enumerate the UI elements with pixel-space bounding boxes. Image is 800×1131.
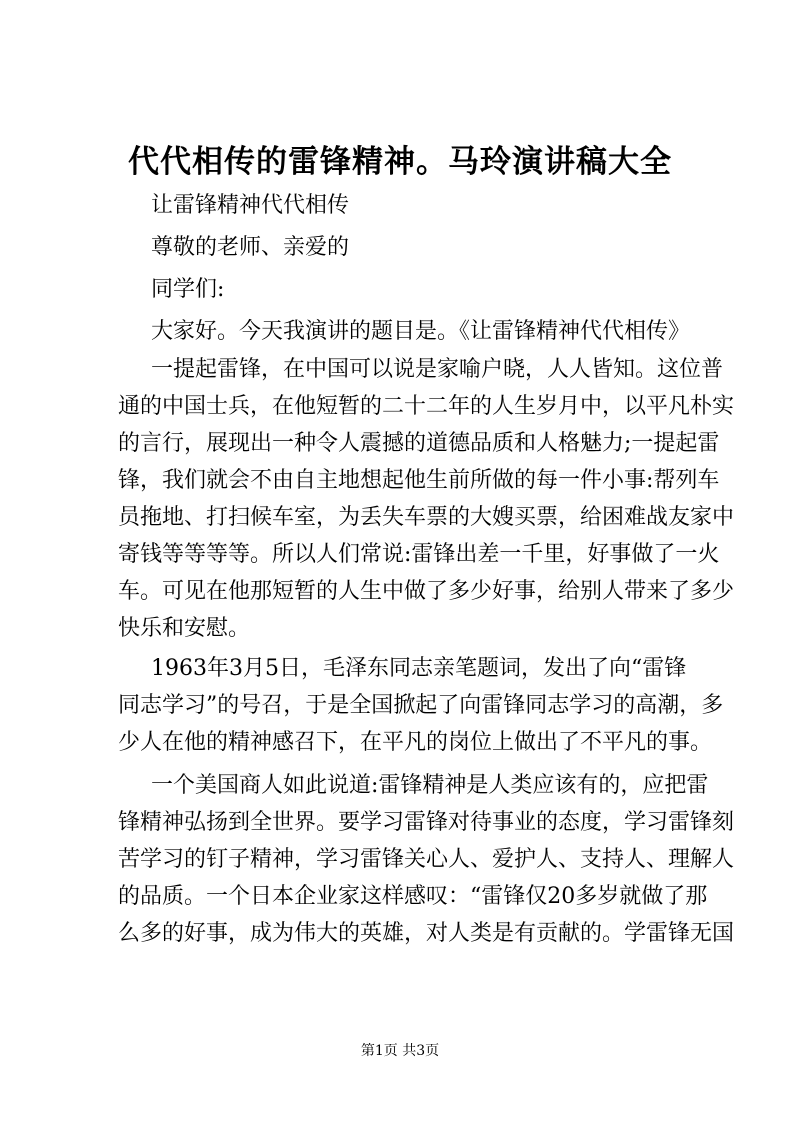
paragraph-line	[118, 805, 735, 841]
paragraph-line	[118, 537, 720, 573]
page-footer: 第1页 共3页	[360, 1043, 440, 1059]
document-title: 代代相传的雷锋精神。马玲演讲稿大全	[128, 144, 672, 180]
paragraph-line-text: 寄钱等等等等。所以人们常说:雷锋出差一千里，好事做了一火	[118, 542, 720, 567]
paragraph-line: 少人在他的精神感召下，在平凡的岗位上做出了不平凡的事。	[118, 730, 713, 755]
paragraph-line	[118, 842, 735, 878]
paragraph-line: 一提起雷锋，在中国可以说是家喻户晓，人人皆知。这位普	[151, 357, 724, 382]
paragraph-line-text: 锋精神弘扬到全世界。要学习雷锋对待事业的态度，学习雷锋刻	[118, 810, 735, 835]
paragraph-line-text: 的言行，展现出一种令人震撼的道德品质和人格魅力;一提起雷	[118, 431, 720, 456]
paragraph-line-text: 车。可见在他那短暂的人生中做了多少好事，给别人带来了多少	[118, 579, 735, 604]
paragraph-line	[118, 463, 720, 499]
paragraph-line-text: 的品质。一个日本企业家这样感叹：“雷锋仅20多岁就做了那	[118, 884, 708, 909]
paragraph-line	[118, 500, 735, 536]
paragraph-line: 快乐和安慰。	[118, 616, 251, 641]
paragraph-line: 一个美国商人如此说道:雷锋精神是人类应该有的，应把雷	[151, 773, 709, 798]
opening-line: 大家好。今天我演讲的题目是。《让雷锋精神代代相传》	[151, 319, 691, 344]
paragraph-line-text: 苦学习的钉子精神，学习雷锋关心人、爱护人、支持人、理解人	[118, 847, 735, 872]
paragraph-line-text: 通的中国士兵，在他短暂的二十二年的人生岁月中，以平凡朴实	[118, 394, 735, 419]
paragraph-line-text: 么多的好事，成为伟大的英雄，对人类是有贡献的。学雷锋无国	[118, 921, 735, 946]
paragraph-line	[118, 574, 735, 610]
paragraph-line	[118, 426, 720, 462]
paragraph-line	[118, 916, 735, 952]
paragraph-line	[118, 688, 724, 724]
paragraph-line	[118, 879, 708, 915]
salutation-line: 尊敬的老师、亲爱的	[151, 235, 350, 260]
paragraph-line-text: 锋，我们就会不由自主地想起他生前所做的每一件小事:帮列车	[118, 468, 720, 493]
subtitle-line: 让雷锋精神代代相传	[151, 193, 350, 218]
paragraph-line	[118, 389, 735, 425]
salutation-line: 同学们:	[151, 277, 225, 302]
paragraph-line-text: 员拖地、打扫候车室，为丢失车票的大嫂买票，给困难战友家中	[118, 505, 735, 530]
paragraph-line: 1963年3月5日，毛泽东同志亲笔题词，发出了向“雷锋	[151, 656, 687, 681]
paragraph-line-text: 同志学习”的号召，于是全国掀起了向雷锋同志学习的高潮，多	[118, 693, 724, 718]
